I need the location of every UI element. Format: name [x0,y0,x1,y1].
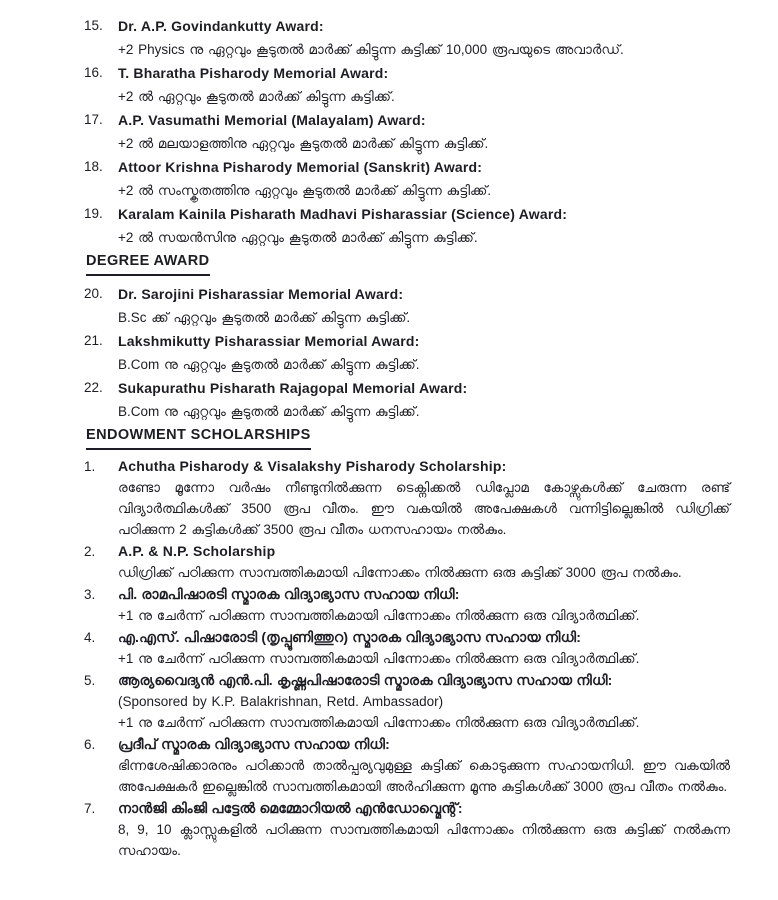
item-number: 22. [84,380,103,395]
item-body: +2 Physics നു ഏറ്റവും കൂടുതൽ മാർക്ക് കിട്ടുന്ന കുട്ടിക്ക് 10,000 രൂപയുടെ അവാർഡ്. [118,42,624,57]
item-content [118,108,730,155]
list-item [84,14,730,61]
item-number: 19. [84,206,103,221]
item-body: +2 ൽ ഏറ്റവും കൂടുതൽ മാർക്ക് കിട്ടുന്ന കുട്ടിക്ക്. [118,89,395,104]
item-content [118,14,730,61]
item-body: +2 ൽ മലയാളത്തിനു ഏറ്റവും കൂടുതൽ മാർക്ക് കിട്ടുന്ന കുട്ടിക്ക്. [118,136,489,151]
item-number: 20. [84,286,103,301]
item-number: 18. [84,159,103,174]
list-item [84,108,730,155]
item-body: +2 ൽ സംസ്കൃതത്തിനു ഏറ്റവും കൂടുതൽ മാർക്ക് കിട്ടുന്ന കുട്ടിക്ക്. [118,183,492,198]
item-number: 2. [84,544,96,559]
item-content [118,202,730,249]
item-number: 21. [84,333,103,348]
list-item [84,329,730,376]
list-item [84,376,730,423]
item-title: Dr. Sarojini Pisharassiar Memorial Award: [118,286,404,302]
item-body: ഡിഗ്രിക്ക് പഠിക്കുന്ന സാമ്പത്തികമായി പിന്നോക്കം നിൽക്കുന്ന ഒരു കുട്ടിക്ക് 3000 രൂപ നൽകും. [118,565,682,580]
item-body: +1 നു ചേർന്ന് പഠിക്കുന്ന സാമ്പത്തികമായി പിന്നോക്കം നിൽക്കുന്ന ഒരു വിദ്യാർത്ഥിക്ക്. [118,715,640,730]
item-content [118,282,730,329]
item-body: 8, 9, 10 ക്ലാസ്സുകളിൽ പഠിക്കുന്ന സാമ്പത്തികമായി പിന്നോക്കം നിൽക്കുന്ന ഒരു കുട്ടിക്ക് നൽകുന്ന സഹായം. [118,822,730,858]
list-item [84,670,730,733]
item-content [118,734,730,797]
item-number: 3. [84,587,96,602]
item-body: B.Com നു ഏറ്റവും കൂടുതൽ മാർക്ക് കിട്ടുന്ന കുട്ടിക്ക്. [118,404,420,419]
item-sponsor-note: (Sponsored by K.P. Balakrishnan, Retd. Ambassador) [118,694,444,709]
item-number: 1. [84,459,96,474]
item-title: A.P. & N.P. Scholarship [118,543,276,559]
item-content [118,670,730,733]
list-item [84,456,730,540]
item-number: 16. [84,65,103,80]
item-content [118,541,730,583]
list-item [84,155,730,202]
section-endowment-scholarships [84,456,730,861]
list-item [84,734,730,797]
section-plus-two-awards [84,14,730,249]
item-content [118,155,730,202]
item-title: പ്രദീപ് സ്മാരക വിദ്യാഭ്യാസ സഹായ നിധി: [118,736,390,752]
item-title: Dr. A.P. Govindankutty Award: [118,18,324,34]
item-content [118,376,730,423]
item-content [118,798,730,861]
item-content [118,584,730,626]
list-item [84,61,730,108]
list-item [84,584,730,626]
item-title: എ.എസ്. പിഷാരോടി (തൃപ്പൂണിത്തുറ) സ്മാരക വിദ്യാഭ്യാസ സഹായ നിധി: [118,629,582,645]
item-title: Sukapurathu Pisharath Rajagopal Memorial Award: [118,380,468,396]
item-title: Achutha Pisharody & Visalakshy Pisharody Scholarship: [118,458,507,474]
list-item [84,282,730,329]
item-number: 15. [84,18,103,33]
item-content [118,61,730,108]
item-body: B.Com നു ഏറ്റവും കൂടുതൽ മാർക്ക് കിട്ടുന്ന കുട്ടിക്ക്. [118,357,420,372]
item-number: 5. [84,673,96,688]
item-body: +1 നു ചേർന്ന് പഠിക്കുന്ന സാമ്പത്തികമായി പിന്നോക്കം നിൽക്കുന്ന ഒരു വിദ്യാർത്ഥിക്ക്. [118,608,640,623]
list-item [84,541,730,583]
item-number: 17. [84,112,103,127]
item-number: 6. [84,737,96,752]
item-content [118,329,730,376]
item-body: ഭിന്നശേഷിക്കാരനും പഠിക്കാൻ താൽപ്പര്യവുമുള്ള കുട്ടിക്ക് കൊടുക്കുന്ന സഹായനിധി. ഈ വകയിൽ അപേക്ഷകർ ഇല്ലെങ്കിൽ സാമ്പത്തികമായി അർഹിക്കുന്ന മൂന്നു കുട്ടികൾക്ക് 3000 രൂപ വീതം നൽകും. [118,758,730,794]
item-number: 4. [84,630,96,645]
item-content [118,456,730,540]
item-title: Attoor Krishna Pisharody Memorial (Sanskrit) Award: [118,159,483,175]
item-body: +1 നു ചേർന്ന് പഠിക്കുന്ന സാമ്പത്തികമായി പിന്നോക്കം നിൽക്കുന്ന ഒരു വിദ്യാർത്ഥിക്ക്. [118,651,640,666]
section-heading-endowment-scholarships: ENDOWMENT SCHOLARSHIPS [86,427,311,450]
item-title: Lakshmikutty Pisharassiar Memorial Award: [118,333,420,349]
item-title: പി. രാമപിഷാരടി സ്മാരക വിദ്യാഭ്യാസ സഹായ നിധി: [118,586,460,602]
item-title: Karalam Kainila Pisharath Madhavi Pisharassiar (Science) Award: [118,206,568,222]
section-heading-degree-award: DEGREE AWARD [86,253,210,276]
item-body: +2 ൽ സയൻസിനു ഏറ്റവും കൂടുതൽ മാർക്ക് കിട്ടുന്ന കുട്ടിക്ക്. [118,230,478,245]
list-item [84,627,730,669]
item-title: നാൻജി കിംജി പട്ടേൽ മെമ്മോറിയൽ എൻഡോവ്മെന്റ്: [118,800,463,816]
item-body: രണ്ടോ മൂന്നോ വർഷം നീണ്ടുനിൽക്കുന്ന ടെക്നിക്കൽ ഡിപ്ലോമ കോഴ്സുകൾക്ക് ചേരുന്ന രണ്ട് വിദ്യാർത്ഥികൾക്ക് 3500 രൂപ വീതം. ഈ വകയിൽ അപേക്ഷകൾ വന്നിട്ടില്ലെങ്കിൽ ഡിഗ്രിക്ക് പഠിക്കുന്ന 2 കുട്ടികൾക്ക് 3500 രൂപ വീതം ധനസഹായം നൽകും. [118,480,730,537]
list-item [84,798,730,861]
list-item [84,202,730,249]
item-title: A.P. Vasumathi Memorial (Malayalam) Award: [118,112,426,128]
section-degree-award [84,282,730,423]
item-number: 7. [84,801,96,816]
item-title: T. Bharatha Pisharody Memorial Award: [118,65,389,81]
item-body: B.Sc ക്ക് ഏറ്റവും കൂടുതൽ മാർക്ക് കിട്ടുന്ന കുട്ടിക്ക്. [118,310,411,325]
item-content [118,627,730,669]
item-title: ആര്യവൈദ്യൻ എൻ.പി. കൃഷ്ണപിഷാരോടി സ്മാരക വിദ്യാഭ്യാസ സഹായ നിധി: [118,672,613,688]
